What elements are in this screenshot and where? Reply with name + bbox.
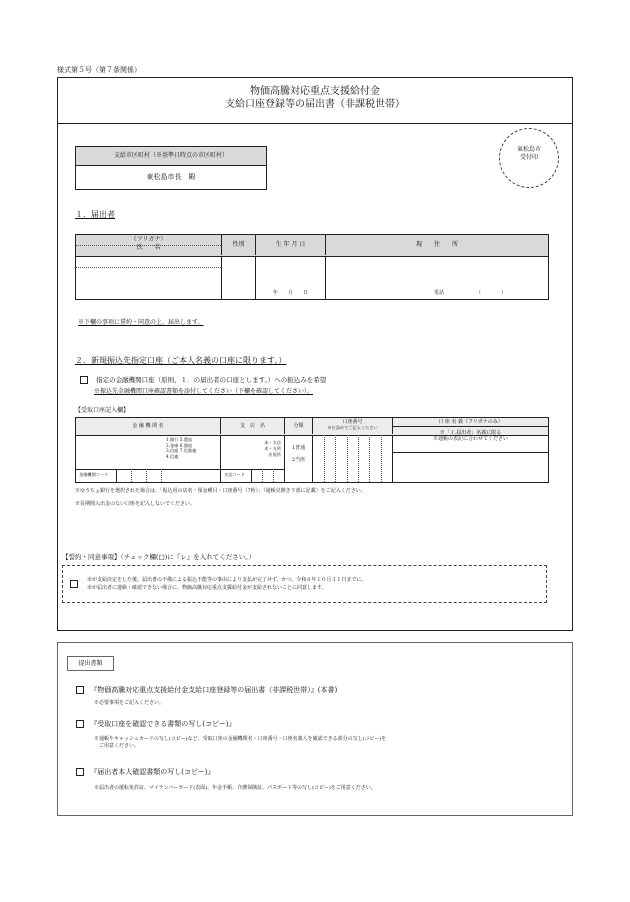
account-option-note: ※振込先金融機関口座確認書類を添付してください（下欄を確認してください）。 <box>94 388 314 395</box>
reception-stamp-circle <box>499 128 559 188</box>
municipality-box <box>75 146 267 190</box>
name-label: 氏 名 <box>136 244 161 251</box>
section1-note: ※下欄の事項に誓約・同意の上、届出します。 <box>78 319 204 326</box>
account-table <box>75 417 549 483</box>
account-digit-sep <box>381 435 382 482</box>
document-item-title: 『物価高騰対応重点支援給付金支給口座登録等の届出書（非課税世帯）』(本書) <box>90 686 338 694</box>
phone-parens: （ ） <box>476 290 507 296</box>
account-digit-sep <box>347 435 348 482</box>
form-main-frame <box>57 77 573 631</box>
holder-header-label: 口 座 名 義（フリガナのみ） <box>393 418 548 427</box>
bank-type-item: 6.漁協 <box>179 442 193 448</box>
document-item-title: 『受取口座を確認できる書類の写し(コピー)』 <box>90 720 236 728</box>
branch-types <box>264 440 281 458</box>
bank-code-sep <box>116 469 117 482</box>
municipality-header: 支給市区町村（※基準日時点の市区町村） <box>76 147 266 166</box>
document-item-checkbox[interactable] <box>76 720 84 728</box>
branch-name-cell[interactable] <box>221 435 285 482</box>
bank-type-item: 1.銀行 <box>166 437 179 442</box>
section2-heading: ２．新規振込先指定口座（ご本人名義の口座に限ります。） <box>75 356 287 365</box>
pledge-heading-bold: 【誓約・同意事項】 <box>62 553 121 561</box>
branch-code-digit-sep <box>273 469 274 482</box>
account-number-cell[interactable] <box>313 435 393 482</box>
branch-name-header: 支 店 名 <box>221 418 285 434</box>
address-input-cell[interactable] <box>326 256 548 299</box>
phone-label: 電話 <box>434 290 445 296</box>
account-type-item: 1普通 <box>291 445 306 451</box>
branch-code-divider <box>221 469 284 470</box>
gender-input-cell[interactable] <box>222 256 256 299</box>
document-item-checkbox[interactable] <box>76 768 84 776</box>
document-item-note: ※通帳やキャッシュカードの写し(コピー)など、受取口座の金融機関名・口座番号・口座名義人を確認できる部分の写し(コピー)を <box>94 736 387 742</box>
form-title <box>58 85 572 111</box>
name-header <box>76 235 222 255</box>
municipality-value[interactable]: 東松島市長 殿 <box>146 173 196 181</box>
account-digit-sep <box>335 435 336 482</box>
bank-name-header: 金 融 機 関 名 <box>76 418 221 434</box>
stamp-line2: 受付印 <box>519 154 538 161</box>
account-type-item: 2当座 <box>291 457 306 463</box>
bank-name-cell[interactable] <box>76 435 221 482</box>
holder-input-cell[interactable] <box>393 452 548 482</box>
account-number-note: ※右詰めでご記入ください <box>327 425 378 430</box>
bank-type-item: 2.金庫 <box>166 442 179 448</box>
branch-code-label: 支店コード <box>224 472 245 477</box>
furigana-label: （フリガナ） <box>130 236 167 243</box>
stamp-line1: 東松島市 <box>516 146 541 153</box>
pledge-text-line2: 市が届出者に連絡・確認できない場合に、物価高騰対応重点支援給付金が支給されないことに同意します。 <box>87 585 327 591</box>
form-title-line2: 支給口座登録等の届出書（非課税世帯） <box>225 99 405 110</box>
birthdate-input-cell[interactable] <box>256 256 326 299</box>
furigana-divider <box>76 245 221 246</box>
document-item-note: ※必要事項をご記入ください。 <box>94 700 165 706</box>
documents-heading: 提出書類 <box>67 656 114 671</box>
long-inactive-note: ※長期間入出金のない口座を記入しないでください。 <box>75 501 196 507</box>
bank-type-item: 3.信組 <box>166 448 179 453</box>
branch-type-item: 本・支店 <box>264 440 281 445</box>
holder-note1: ※「１.届出者」名義に限る <box>439 430 502 436</box>
pledge-box <box>62 565 547 603</box>
document-item-title: 『届出者本人確認書類の写し(コピー)』 <box>90 768 215 776</box>
bank-code-label: 金融機関コード <box>79 472 109 477</box>
section1-heading: １．届出者 <box>75 210 115 219</box>
gender-header: 性別 <box>222 235 256 255</box>
pledge-heading-rest: （チェック欄(□)に『レ』を入れてください。） <box>120 553 256 561</box>
document-item-3 <box>76 768 214 777</box>
account-type-header: 分類 <box>285 418 313 434</box>
bank-type-item: 4.信連 <box>166 453 179 459</box>
account-heading: 【受取口座記入欄】 <box>75 407 130 414</box>
title-divider <box>58 123 572 124</box>
bank-code-divider <box>76 469 220 470</box>
bank-code-digit-sep <box>131 469 132 482</box>
pledge-checkbox[interactable] <box>70 580 78 588</box>
account-digit-sep <box>369 435 370 482</box>
bank-types <box>166 437 216 459</box>
bank-type-item: 5.農協 <box>179 437 193 442</box>
document-item-2 <box>76 720 235 729</box>
form-title-line1: 物価高騰対応重点支援給付金 <box>250 86 380 97</box>
document-item-1 <box>76 686 337 695</box>
pledge-text-line1: 市が支給決定をした後、届出書の不備による振込不能等の事由により支払が完了せず、かつ、令和６年１０月３１日までに、 <box>87 577 367 583</box>
pledge-text <box>87 576 366 592</box>
branch-type-item: 本・支所 <box>264 446 281 451</box>
account-digit-sep <box>358 435 359 482</box>
account-digit-sep <box>324 435 325 482</box>
bank-code-digit-sep <box>161 469 162 482</box>
branch-code-sep <box>251 469 252 482</box>
account-option <box>80 376 326 385</box>
bank-code-digit-sep <box>146 469 147 482</box>
account-option-checkbox[interactable] <box>80 376 88 384</box>
account-number-label: 口座番号 <box>342 419 363 425</box>
yucho-note: ※ゆうちょ銀行を選択された場合は、「振込用の店名・預金種目・口座番号（7桁）」（通帳見開き下部に記載）をご記入ください。 <box>75 488 366 494</box>
document-item-note: ※届出者の運転免許証、マイナンバーカード(表面)、年金手帳、介護保険証、パスポート等の写し(コピー)をご用意ください。 <box>94 785 376 791</box>
pledge-heading <box>62 553 255 562</box>
document-item-checkbox[interactable] <box>76 686 84 694</box>
birthdate-header: 生 年 月 日 <box>256 235 326 255</box>
furigana-input-divider <box>76 267 221 268</box>
form-number: 様式第５号（第７条関係） <box>57 66 141 74</box>
account-option-text: 指定の金融機関口座（原則、１．の届出者の口座とします。）への振込みを希望 <box>96 376 327 384</box>
branch-type-item: 出張所 <box>268 452 281 457</box>
documents-frame <box>57 642 573 816</box>
account-type-cell[interactable] <box>285 435 313 482</box>
account-number-header <box>313 418 393 434</box>
applicant-table <box>75 234 549 300</box>
branch-code-digit-sep <box>262 469 263 482</box>
applicant-header-row <box>76 235 548 257</box>
holder-header <box>393 418 548 453</box>
address-header: 現 住 所 <box>415 241 458 248</box>
bank-type-item: 7.信漁連 <box>179 448 197 453</box>
document-item-note: ご用意ください。 <box>94 743 140 749</box>
birthdate-units: 年 月 日 <box>272 290 308 296</box>
name-input-cell[interactable] <box>76 256 222 299</box>
holder-note2: ※通帳の表記に合わせてください <box>432 436 508 442</box>
